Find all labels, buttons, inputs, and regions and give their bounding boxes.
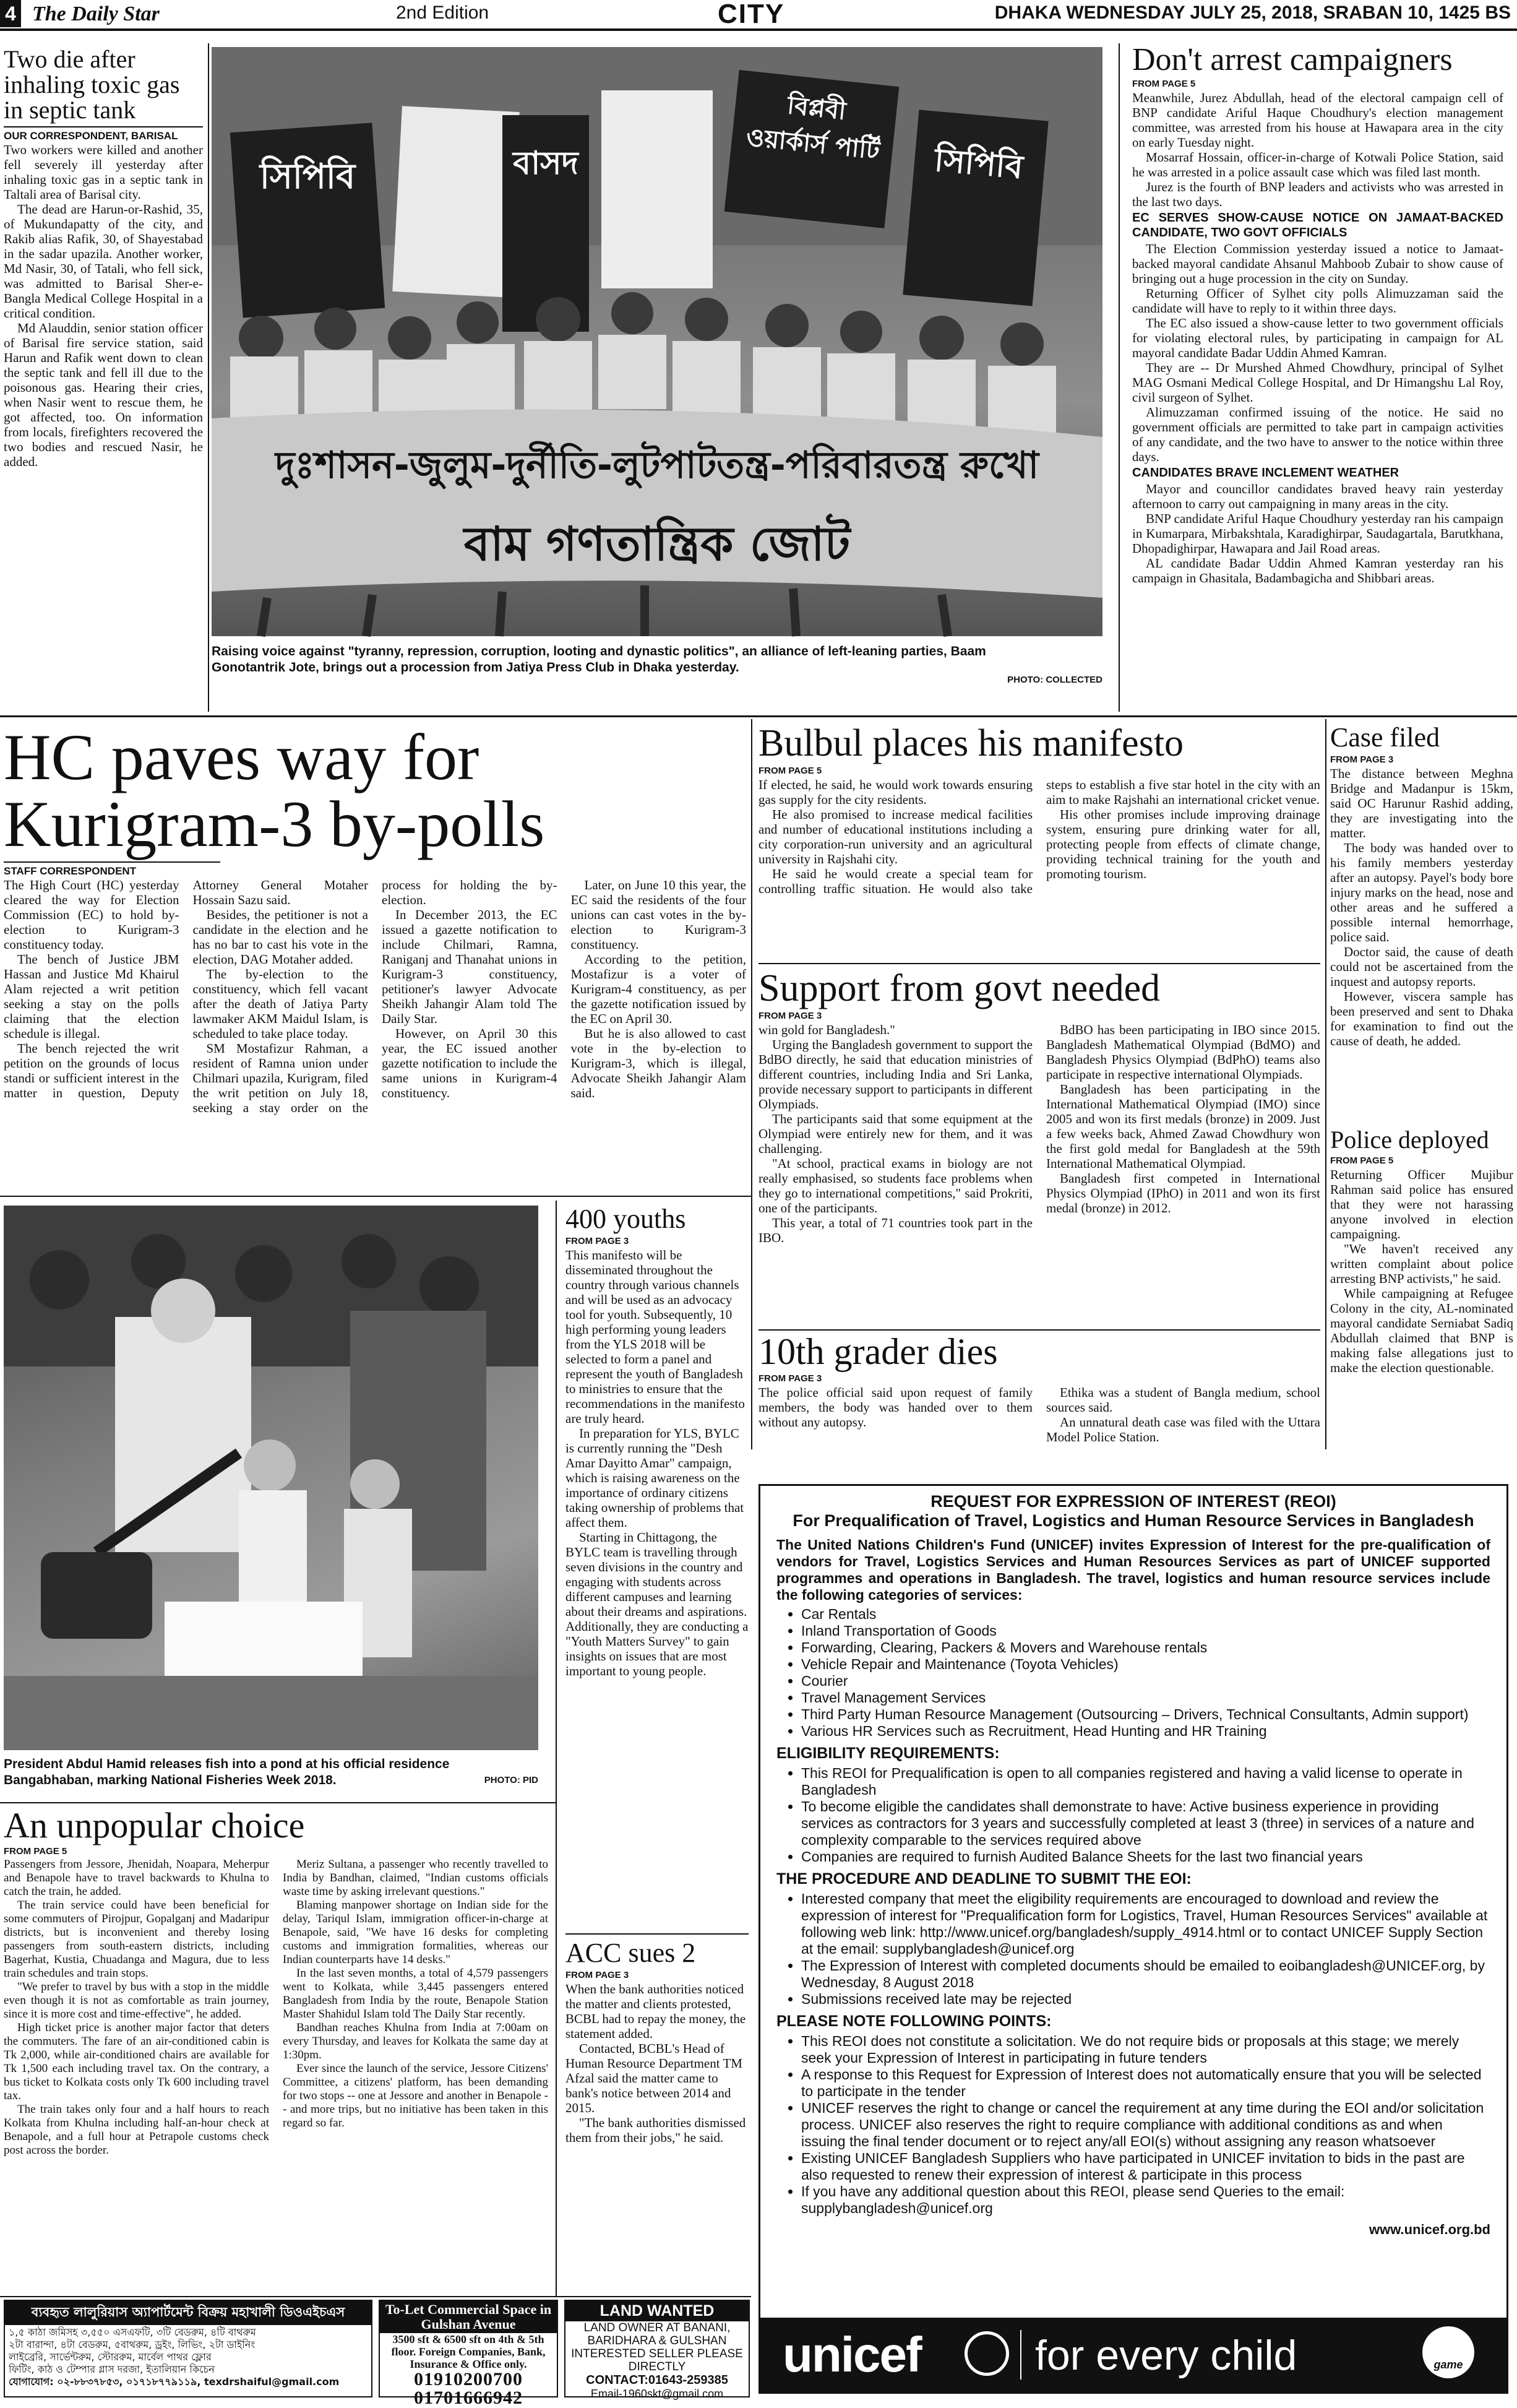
paragraph: However, on April 30 this year, the EC issued another gazette notification to include the same unions in Kurigram-4 constituency. xyxy=(382,1026,557,1101)
reoi-title: REQUEST FOR EXPRESSION OF INTEREST (REOI) xyxy=(930,1492,1336,1511)
article-headline: 400 youths xyxy=(565,1204,686,1234)
game-badge-icon xyxy=(1422,2326,1474,2378)
eligibility-item: • Companies are required to furnish Audited Balance Sheets for the last two financial years xyxy=(801,1849,1490,1865)
article-byline: STAFF CORRESPONDENT xyxy=(4,861,220,878)
procedure-item: • Submissions received late may be rejected xyxy=(801,1991,1490,2008)
paragraph: In preparation for YLS, BYLC is currently running the "Desh Amar Dayitto Amar" campaign, which is raising awareness on the importance of ordinary citizens taking ownership of problems that affect them. xyxy=(565,1425,744,1530)
fish-photo xyxy=(4,1206,538,1750)
classified-body xyxy=(5,2325,371,2389)
note-item: • Existing UNICEF Bangladesh Suppliers who have participated in UNICEF invitation to bids in the past are also requested to renew their expression of interest & participate in this process xyxy=(801,2150,1490,2183)
paragraph: The bench of Justice JBM Hassan and Justice Md Khairul Alam rejected a writ petition seeking a stay on the polls claiming that the election schedule is illegal. xyxy=(4,952,179,1042)
service-item: • Various HR Services such as Recruitment, Head Hunting and HR Training xyxy=(801,1723,1490,1740)
paragraph: He said he would create a special team for controlling traffic situation. He would also take steps to establish a five star hotel in the city with an aim to make Rajshahi an international cricket venue. xyxy=(758,777,1320,897)
paragraph: Urging the Bangladesh government to support the BdBO directly, he said that education ministries of different countries, including India and Sri Lanka, provide necessary support to participants in different Olympiads. xyxy=(758,1037,1033,1112)
paragraph: The distance between Meghna Bridge and Madanpur is 15km, said OC Harunur Rashid adding, they are investigating into the matter. xyxy=(1330,766,1513,840)
paragraph: In December 2013, the EC issued a gazette notification to include Chilmari, Ramna, Raniganj and Thanahat unions in Kurigram-3 constituency, petitioner's lawyer Advocate Sheikh Jahangir Alam told The Daily Star. xyxy=(382,907,557,1027)
service-item: • Vehicle Repair and Maintenance (Toyota Vehicles) xyxy=(801,1656,1490,1673)
section-rule xyxy=(0,715,1517,717)
paragraph: Ethika was a student of Bangla medium, school sources said. xyxy=(1046,1385,1320,1415)
paragraph: This year, a total of 71 countries took part in the IBO. xyxy=(758,1215,1033,1246)
article-body xyxy=(4,1858,548,2279)
paragraph: Bandhan reaches Khulna from India at 7:00am on every Thursday, and leaves for Kolkata the same day at 1:30pm. xyxy=(283,2021,548,2062)
article-support xyxy=(758,969,1320,1328)
paragraph: Mosarraf Hossain, officer-in-charge of Kotwali Police Station, said he was arrested in a police assault case which was filed last month. xyxy=(1132,150,1503,180)
paragraph: The by-election to the constituency, which fell vacant after the death of Jatiya Party lawmaker AKM Maidul Islam, is scheduled to take place today. xyxy=(192,967,368,1042)
article-jump-from: FROM PAGE 3 xyxy=(1330,754,1394,765)
article-body xyxy=(758,1022,1320,1245)
paragraph: Doctor said, the cause of death could not be ascertained from the inquest and autopsy reports. xyxy=(1330,944,1513,989)
rally-photo xyxy=(212,47,1102,636)
column-rule xyxy=(208,43,209,712)
paragraph: The EC also issued a show-cause letter to two government officials for violating electoral rules, by participating in campaign for AL mayoral candidate Badar Uddin Ahmed Kamran. xyxy=(1132,316,1503,361)
paragraph: Returning Officer Mujibur Rahman said police has ensured that they were not harassing anyone involved in election campaigning. xyxy=(1330,1167,1513,1241)
note-item: • This REOI does not constitute a solicitation. We do not require bids or proposals at this stage; we merely seek your Expression of Interest in participating in future tenders xyxy=(801,2033,1490,2066)
paragraph: The High Court (HC) yesterday cleared the way for Election Commission (EC) to hold by-election to Kurigram-3 constituency today. xyxy=(4,878,179,952)
dateline: DHAKA WEDNESDAY JULY 25, 2018, SRABAN 10, 1425 BS xyxy=(994,2,1511,23)
paragraph: When the bank authorities noticed the matter and clients protested, BCBL had to repay the money, the statement added. xyxy=(565,1981,746,2041)
article-byline: OUR CORRESPONDENT, BARISAL xyxy=(4,126,203,142)
article-body xyxy=(4,878,746,1168)
paragraph: Meanwhile, Jurez Abdullah, head of the electoral campaign cell of BNP candidate Ariful Haque Choudhury's election management committee, was arrested from his house at Hawapara area in the city on early Tuesday night. xyxy=(1132,90,1503,150)
eligibility-item: • This REOI for Prequalification is open to all companies registered and having a valid license to operate in Bangladesh xyxy=(801,1765,1490,1798)
article-police xyxy=(1330,1128,1513,1449)
classified-title: LAND WANTED xyxy=(565,2301,749,2321)
classified-flat-sale xyxy=(4,2300,372,2397)
paragraph: Bangladesh first competed in International Physics Olympiad (IPhO) in 2011 and won its first medal (bronze) in 2012. xyxy=(1046,1171,1320,1216)
article-bulbul xyxy=(758,724,1320,972)
paragraph: "We haven't received any written complaint about police arresting BNP activists," he said. xyxy=(1330,1241,1513,1286)
paragraph: "At school, practical exams in biology are not really emphasised, so students face problems when they go to international competitions," said Prokriti, one of the participants. xyxy=(758,1156,1033,1216)
paragraph: In the last seven months, a total of 4,579 passengers went to Kolkata, while 3,445 passengers entered Bangladesh from India by the route, Benapole Station Master Shahidul Islam told The Daily Star recently. xyxy=(283,1967,548,2021)
article-jump-from: FROM PAGE 5 xyxy=(4,1846,67,1857)
paragraph: win gold for Bangladesh." xyxy=(758,1022,895,1038)
placard-2: বাসদ xyxy=(513,145,578,182)
article-subhead: EC SERVES SHOW-CAUSE NOTICE ON JAMAAT-BACKED CANDIDATE, TWO GOVT OFFICIALS xyxy=(1132,211,1503,240)
procedure-item: • Interested company that meet the eligibility requirements are encouraged to download and review the expression of interest for "Prequalification form for Logistics, Travel, Human Resources Services" available at following web link: http://www.unicef.org/bangladesh/supply_4914.html or to contact UNICEF Supply Section at the email: supplybangladesh@unicef.org xyxy=(801,1891,1490,1957)
article-hc xyxy=(4,721,746,1163)
article-septic xyxy=(4,47,203,703)
paragraph: SM Mostafizur Rahman, a resident of Ramna union under Chilmari upazila, Kurigram, filed the writ petition on July 18, seeking a stay order on the process for holding the by-election. xyxy=(192,878,557,1116)
paragraph: But he is also allowed to cast vote in the by-election to Kurigram-3, which is illegal, Advocate Sheikh Jahangir Alam said. xyxy=(570,1026,746,1101)
note-item: • UNICEF reserves the right to change or cancel the requirement at any time during the EOI and/or solicitation process. UNICEF also reserves the right to require compliance with additional conditions as and when issuing the final tender document or to reject any/all EOI(s) without assigning any reason whatsoever xyxy=(801,2100,1490,2150)
paragraph: High ticket price is another major factor that deters the commuters. The fare of an air-conditioned cabin is Tk 2,000, while air-conditioned chairs are available for Tk 1,500 each including travel tax. On the contrary, a bus ticket to Kolkata costs only Tk 600 including travel tax. xyxy=(4,2021,269,2103)
paragraph: Passengers from Jessore, Jhenidah, Noapara, Meherpur and Benapole have to travel backwards to Khulna to catch the train, he added. xyxy=(4,1858,269,1899)
page-number: 4 xyxy=(0,0,21,27)
fish-photo-caption: President Abdul Hamid releases fish into a pond at his official residence Bangabhaban, marking National Fisheries Week 2018. xyxy=(4,1757,450,1787)
article-body xyxy=(4,142,203,469)
paragraph: This manifesto will be disseminated throughout the country through various channels and will be used as an advocacy tool for youth. Subsequently, 10 high performing young leaders from the YLS 2018 will be selected to form a panel and represent the youth of Bangladesh to ministries to ensure that the recommendations in the manifesto are truly heard. xyxy=(565,1247,745,1426)
column-rule xyxy=(1119,43,1120,712)
unicef-emblem-icon xyxy=(965,2331,1009,2376)
procedure-item: • The Expression of Interest with completed documents should be emailed to eoibangladesh@UNICEF.org, by Wednesday, 8 August 2018 xyxy=(801,1957,1490,1991)
article-jump-from: FROM PAGE 3 xyxy=(565,1969,629,1980)
classified-phone: 01701666942 xyxy=(414,2388,523,2408)
paragraph: The bench rejected the writ petition on the grounds of locus standi or sufficient interest in the matter in question, Deputy Attorney General Motaher Hossain Sazu said. xyxy=(4,878,368,1101)
article-body xyxy=(565,1248,749,1678)
service-item: • Forwarding, Clearing, Packers & Movers and Warehouse rentals xyxy=(801,1639,1490,1656)
paragraph: Meriz Sultana, a passenger who recently travelled to India by Bandhan, claimed, "Indian customs officials waste time by asking irrelevant questions." xyxy=(283,1858,548,1899)
article-unpopular xyxy=(4,1807,548,2290)
paragraph: Md Alauddin, senior station officer of Barisal fire service station, said Harun and Rafik went down to clean the septic tank and fell ill due to the poisonous gas. Hearing their cries, when Nasir went to rescue them, he got affected, too. On information from locals, firefighters recovered the two bodies and rescued Nasir, he added. xyxy=(4,321,203,470)
reoi-services-list xyxy=(776,1606,1490,1740)
article-case xyxy=(1330,724,1513,1120)
classified-title: To-Let Commercial Space in Gulshan Avenue xyxy=(380,2301,557,2333)
article-body xyxy=(758,777,1320,896)
paragraph: Later, on June 10 this year, the EC said the residents of the four unions can cast votes in the by-election to Kurigram-3 constituency. xyxy=(570,878,746,952)
placard-4: সিপিবি xyxy=(933,141,1025,187)
service-item: • Travel Management Services xyxy=(801,1689,1490,1706)
paragraph: However, viscera sample has been preserved and sent to Dhaka for examination to find out the cause of death, he added. xyxy=(1330,988,1513,1048)
paragraph: Besides, the petitioner is not a candidate in the election and he has no bar to cast his vote in the election, DAG Motaher added. xyxy=(192,907,368,967)
rally-photo-credit: PHOTO: COLLECTED xyxy=(1007,675,1102,685)
service-item: • Car Rentals xyxy=(801,1606,1490,1623)
game-badge-label: game xyxy=(1433,2358,1463,2371)
article-jump-from: FROM PAGE 3 xyxy=(565,1235,629,1246)
classified-line: ২টা বারান্দা, ৪টা বেডরুম, ৫বাথরুম, ড্রইং, লিভিং, ২টা ডাইনিং xyxy=(9,2339,256,2350)
classified-body: LAND OWNER AT BANANI, BARIDHARA & GULSHAN INTERESTED SELLER PLEASE DIRECTLY xyxy=(571,2321,743,2373)
classified-email: Email-1960skt@gmail.com xyxy=(590,2388,724,2400)
article-youths xyxy=(565,1206,749,1917)
paragraph: The Election Commission yesterday issued a notice to Jamaat-backed mayoral candidate Ahsanul Mahboob Zubair to show cause of bringing out a huge procession in the city on Sunday. xyxy=(1132,241,1503,287)
article-body xyxy=(1132,90,1503,585)
classified-land-wanted xyxy=(564,2300,750,2400)
article-headline: Don't arrest campaigners xyxy=(1132,42,1453,77)
eligibility-item: • To become eligible the candidates shall demonstrate to have: Active business experience in providing services as contractors for 3 years and successfully completed at least 3 (three) in services of a nature and complexity comparable to the services required above xyxy=(801,1798,1490,1849)
paragraph: Contacted, BCBL's Head of Human Resource Department TM Afzal said the matter came to bank's notice between 2014 and 2015. xyxy=(565,2040,742,2115)
paragraph: Jurez is the fourth of BNP leaders and activists who was arrested in the last two days. xyxy=(1132,179,1503,210)
column-rule xyxy=(556,1201,557,2296)
rally-banner-main: দুঃশাসন-জুলুম-দুর্নীতি-লুটপাটতন্ত্র-পরিবারতন্ত্র রুখো xyxy=(275,444,1039,487)
article-jump-from: FROM PAGE 5 xyxy=(1330,1155,1394,1166)
classified-line: ফিটিং, কাঠ ও টেম্পার গ্লাস দরজা, ইতালিয়ান কিচেন xyxy=(9,2363,215,2375)
paragraph: He also promised to increase medical facilities and number of educational institutions including a city corporation-run university and an agricultural university in Rajshahi city. xyxy=(758,807,1033,867)
paragraph: Mayor and councillor candidates braved heavy rain yesterday afternoon to carry out campaigning in many areas in the city. xyxy=(1132,481,1503,512)
article-rule xyxy=(758,1329,1320,1331)
paragraph: AL candidate Badar Uddin Ahmed Kamran yesterday ran his campaign in Ghasitala, Badambagicha and Shibbari areas. xyxy=(1132,556,1503,586)
paragraph: "We prefer to travel by bus with a stop in the middle even though it is not as comfortable as train journey, since it is more cost and time-effective", he added. xyxy=(4,1980,269,2021)
classified-to-let xyxy=(379,2300,558,2408)
paragraph: While campaigning at Refugee Colony in the city, AL-nominated mayoral candidate Serniabat Sadiq Abdullah claimed that BNP is making false allegations just to make the election questionable. xyxy=(1330,1285,1513,1375)
classified-body: 3500 sft & 6500 sft on 4th & 5th floor. Foreign Companies, Bank, Insurance & Office only. xyxy=(391,2333,546,2370)
article-jump-from: FROM PAGE 3 xyxy=(758,1373,822,1384)
classified-phone: 01910200700 xyxy=(414,2369,523,2389)
banner-divider xyxy=(1020,2330,1021,2380)
service-item: • Inland Transportation of Goods xyxy=(801,1623,1490,1639)
classified-title: ব্যবহৃত লালুরিয়াস অ্যাপার্টমেন্ট বিক্রয় মহাখালী ডিওএইচএস xyxy=(5,2301,371,2325)
unicef-tagline: for every child xyxy=(1035,2332,1297,2379)
note-item: • A response to this Request for Expression of Interest does not automatically ensure that you will be selected to participate in the tender xyxy=(801,2066,1490,2100)
article-jump-from: FROM PAGE 5 xyxy=(758,766,822,777)
article-subhead: CANDIDATES BRAVE INCLEMENT WEATHER xyxy=(1132,466,1399,480)
article-campaigners xyxy=(1132,43,1503,712)
classified-contact: যোগাযোগ: ০২-৮৮৩৭৮৫৩, ০১৭১৮৭৭৯১১৯, texdrshaiful@gmail.com xyxy=(9,2376,340,2388)
article-headline: Police deployed xyxy=(1330,1126,1489,1154)
unicef-reoi-ad xyxy=(758,1484,1508,2394)
article-headline: HC paves way for Kurigram-3 by-polls xyxy=(4,721,545,861)
reoi-notes-heading: PLEASE NOTE FOLLOWING POINTS: xyxy=(776,2013,1052,2030)
masthead xyxy=(0,0,1517,31)
rally-photo-caption: Raising voice against "tyranny, repression, corruption, looting and dynastic politics", an alliance of left-leaning parties, Baam Gonotantrik Jote, brings out a procession from Jatiya Press Club in Dhaka yesterday. xyxy=(212,644,986,675)
article-headline: An unpopular choice xyxy=(4,1805,305,1845)
reoi-procedure-heading: THE PROCEDURE AND DEADLINE TO SUBMIT THE EOI: xyxy=(776,1870,1192,1888)
paragraph: The train takes only four and a half hours to reach Kolkata from Khulna including half-an-hour check at Benapole, and a full hour at Petrapole customs check post across the border. xyxy=(4,2103,269,2157)
service-item: • Third Party Human Resource Management (Outsourcing – Drivers, Technical Consultants, Admin support) xyxy=(801,1706,1490,1723)
article-headline: Two die after inhaling toxic gas in septic tank xyxy=(4,45,180,124)
paragraph: Starting in Chittagong, the BYLC team is travelling through seven divisions in the country and engaging with students across different campuses and learning about their dreams and aspirations. Additionally, they are conducting a "Youth Matters Survey" to gain insights on issues that are most important to young people. xyxy=(565,1529,749,1678)
article-headline: Support from govt needed xyxy=(758,967,1161,1009)
paragraph: BNP candidate Ariful Haque Choudhury yesterday ran his campaign in Kumarpara, Mirbakshtala, Karadighirpar, Saudagartala, Barutkhana, Dhopadighirpar, Hawapara and Jail Road areas. xyxy=(1132,511,1503,556)
paragraph: If elected, he said, he would work towards ensuring gas supply for the city residents. xyxy=(758,777,1033,808)
rally-banner-sub: বাম গণতান্ত্রিক জোট xyxy=(463,516,851,571)
article-acc xyxy=(565,1940,749,2292)
reoi-subtitle: For Prequalification of Travel, Logistics and Human Resource Services in Bangladesh xyxy=(793,1511,1474,1530)
paragraph: Blaming manpower shortage on Indian side for the delay, Tariqul Islam, immigration officer-in-charge at Benapole, said, "We have 16 desks for completing customs and immigration formalities, whereas our Indian counterparts have 14 desks." xyxy=(283,1899,548,1967)
paragraph: An unnatural death case was filed with the Uttara Model Police Station. xyxy=(1046,1415,1320,1445)
section-title: CITY xyxy=(718,0,785,29)
article-headline: Bulbul places his manifesto xyxy=(758,722,1184,764)
newspaper-logo: The Daily Star xyxy=(32,2,160,25)
paragraph: Bangladesh has been participating in the International Mathematical Olympiad (IMO) since 2005 and won its first medals (bronze) in 2009. Just a few weeks back, Ahmed Zawad Chowdhury won the first gold medal for Bangladesh at the 59th International Mathematical Olympiad. xyxy=(1046,1082,1320,1172)
article-grader xyxy=(758,1333,1320,1451)
classified-line: লাইব্রেরি, সার্ভেন্টরুম, স্টোররুম, মার্বেল পাথর ফ্লোর xyxy=(9,2351,212,2363)
article-rule xyxy=(758,963,1320,964)
paragraph: BdBO has been participating in IBO since 2015. Bangladesh Mathematical Olympiad (BdMO) and Bangladesh Physics Olympiad (BdPhO) teams also participate in respective international Olympiads. xyxy=(1046,1022,1320,1082)
article-body xyxy=(565,1982,749,2145)
section-rule xyxy=(0,2296,751,2297)
article-body xyxy=(1330,766,1513,1048)
unicef-banner xyxy=(760,2318,1506,2392)
paragraph: The body was handed over to his family members yesterday after an autopsy. Payel's body bore injury marks on the head, nose and other areas and he suffered a possible internal hemorrhage, police said. xyxy=(1330,840,1513,944)
fish-photo-credit: PHOTO: PID xyxy=(484,1775,538,1785)
paragraph: Two workers were killed and another fell severely ill yesterday after inhaling toxic gas in a septic tank in Taltali area of Barisal city. xyxy=(4,142,203,202)
article-jump-from: FROM PAGE 5 xyxy=(1132,79,1196,90)
article-rule xyxy=(0,1196,751,1197)
unicef-logo: unicef xyxy=(783,2327,921,2382)
article-rule xyxy=(0,1802,557,1803)
note-item: • If you have any additional question about this REOI, please send Queries to the email: supplybangladesh@unicef.org xyxy=(801,2183,1490,2217)
fish-photo-scene xyxy=(4,1206,538,1750)
paragraph: They are -- Dr Murshed Ahmed Chowdhury, principal of Sylhet MAG Osmani Medical College Hospital, and Dr Himangshu Lal Roy, civil surgeon of Sylhet. xyxy=(1132,360,1503,405)
paragraph: Returning Officer of Sylhet city polls Alimuzzaman said the candidate will have to reply to it within three days. xyxy=(1132,286,1503,316)
paragraph: According to the petition, Mostafizur is a voter of Kurigram-4 constituency, as per the gazette notification issued by the EC on April 30. xyxy=(570,952,746,1027)
reoi-intro: The United Nations Children's Fund (UNICEF) invites Expression of Interest for the pre-qualification of vendors for Travel, Logistics Services and Human Resources Services as part of UNICEF supported programmes and operations in Bangladesh. The travel, logistics and human resource services include the following categories of services: xyxy=(776,1537,1490,1603)
edition-label: 2nd Edition xyxy=(396,2,489,23)
paragraph: His other promises include improving drainage system, ensuring pure drinking water for all, protecting people from effects of climate change, providing technical training for the youth and promoting tourism. xyxy=(1046,807,1320,882)
article-jump-from: FROM PAGE 3 xyxy=(758,1011,822,1022)
classified-contact: CONTACT:01643-259385 xyxy=(586,2373,728,2387)
reoi-procedure-list xyxy=(776,1891,1490,2008)
article-body xyxy=(1330,1167,1513,1375)
paragraph: The dead are Harun-or-Rashid, 35, of Mukundapatty of the city, and Rakib alias Rafik, 30, of Shayestabad in the sadar upazila. Another worker, Md Nasir, 30, of Tatali, who fell sick, was admitted to Barisal Sher-e-Bangla Medical College Hospital in a critical condition. xyxy=(4,202,203,321)
paragraph: Ever since the launch of the service, Jessore Citizens' Committee, a citizens' platform, has been demanding for two stops -- one at Jessore and another in Benapole -- and more trips, but no initiative has been taken in this regard so far. xyxy=(283,2062,548,2130)
column-rule xyxy=(751,719,752,1449)
article-headline: ACC sues 2 xyxy=(565,1938,696,1968)
service-item: • Courier xyxy=(801,1673,1490,1689)
article-rule xyxy=(565,1933,749,1935)
placard-3: বিপ্লবী ওয়ার্কার্স পার্টি xyxy=(744,91,882,166)
reoi-eligibility-heading: ELIGIBILITY REQUIREMENTS: xyxy=(776,1745,1000,1762)
column-rule xyxy=(1325,719,1326,1449)
reoi-eligibility-list xyxy=(776,1765,1490,1865)
reoi-website: www.unicef.org.bd xyxy=(1369,2222,1490,2237)
paragraph: The police official said upon request of family members, the body was handed over to them without any autopsy. xyxy=(758,1385,1033,1430)
paragraph: Alimuzzaman confirmed issuing of the notice. He said no government officials are permitted to take part in campaign activities of any candidate, and the two have to answer to the notice within three days. xyxy=(1132,405,1503,465)
paragraph: The train service could have been beneficial for some commuters of Pirojpur, Gopalganj and Madaripur districts, but is inconvenient and thereby losing passengers from south-eastern districts, including Bagerhat, Kustia, Chuadanga and Magura, due to less train schedules and train stops. xyxy=(4,1899,269,1980)
reoi-notes-list xyxy=(776,2033,1490,2217)
paragraph: The participants said that some equipment at the Olympiad were entirely new for them, and it was challenging. xyxy=(758,1111,1033,1157)
article-headline: 10th grader dies xyxy=(758,1331,998,1372)
article-body xyxy=(758,1385,1320,1444)
paragraph: "The bank authorities dismissed them from their jobs," he said. xyxy=(565,2115,746,2145)
placard-1: সিপিবি xyxy=(259,157,356,197)
classified-line: ১,৫ কাঠা জমিসহ ৩,৫৫০ এসএফটি, ৩টি বেডরুম, ৪টি বাথরুম xyxy=(9,2326,256,2338)
article-headline: Case filed xyxy=(1330,722,1440,753)
